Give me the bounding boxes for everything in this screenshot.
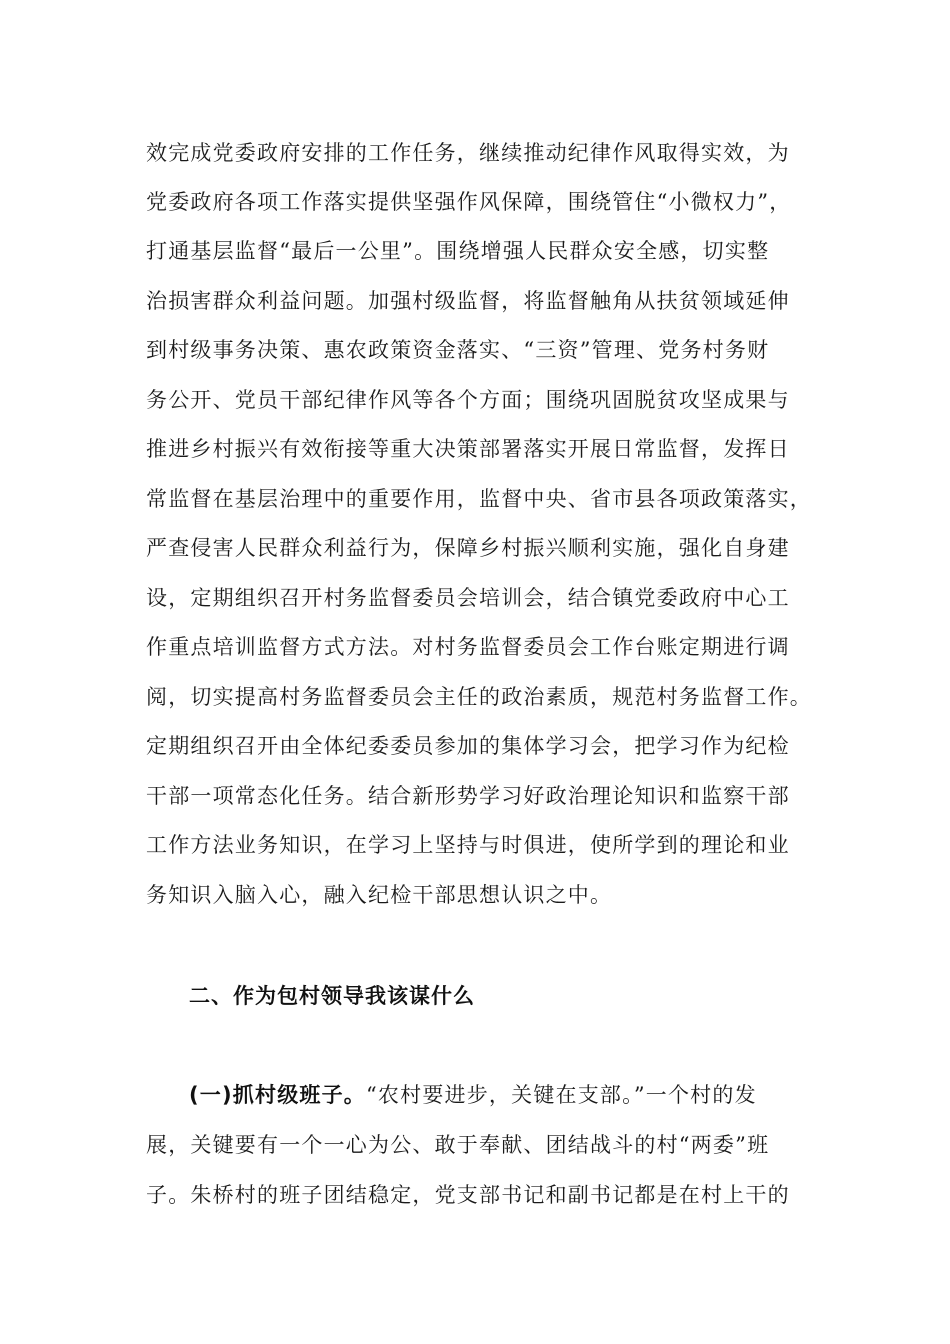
paragraph-lead-title: (一)抓村级班子。 <box>189 1083 366 1107</box>
text-line: 常监督在基层治理中的重要作用，监督中央、省市县各项政策落实， <box>146 487 812 511</box>
text-line: 设，定期组织召开村务监督委员会培训会，结合镇党委政府中心工 <box>146 586 790 610</box>
text-line: 展，关键要有一个一心为公、敢于奉献、团结战斗的村“两委”班 <box>146 1133 770 1157</box>
paragraph-lead-rest: “农村要进步，关键在支部。”一个村的发 <box>366 1083 757 1107</box>
text-line: 务公开、党员干部纪律作风等各个方面；围绕巩固脱贫攻坚成果与 <box>146 388 790 412</box>
text-line: 务知识入脑入心，融入纪检干部思想认识之中。 <box>146 883 613 907</box>
text-line: 严查侵害人民群众利益行为，保障乡村振兴顺利实施，强化自身建 <box>146 536 790 560</box>
text-line: 工作方法业务知识，在学习上坚持与时俱进，使所学到的理论和业 <box>146 833 790 857</box>
text-line: 阅，切实提高村务监督委员会主任的政治素质，规范村务监督工作。 <box>146 685 812 709</box>
text-line <box>189 1082 757 1108</box>
text-line: 打通基层监督“最后一公里”。围绕增强人民群众安全感，切实整 <box>146 239 770 263</box>
text-line: 干部一项常态化任务。结合新形势学习好政治理论知识和监察干部 <box>146 784 790 808</box>
section-heading: 二、作为包村领导我该谋什么 <box>189 984 475 1008</box>
text-line: 治损害群众利益问题。加强村级监督，将监督触角从扶贫领域延伸 <box>146 289 790 313</box>
text-line: 定期组织召开由全体纪委委员参加的集体学习会，把学习作为纪检 <box>146 734 790 758</box>
text-line: 作重点培训监督方式方法。对村务监督委员会工作台账定期进行调 <box>146 635 790 659</box>
text-line: 党委政府各项工作落实提供坚强作风保障，围绕管住“小微权力”， <box>146 190 792 214</box>
text-line: 子。朱桥村的班子团结稳定，党支部书记和副书记都是在村上干的 <box>146 1183 790 1207</box>
text-line: 效完成党委政府安排的工作任务，继续推动纪律作风取得实效，为 <box>146 141 790 165</box>
text-line: 推进乡村振兴有效衔接等重大决策部署落实开展日常监督，发挥日 <box>146 437 790 461</box>
text-line: 到村级事务决策、惠农政策资金落实、“三资”管理、党务村务财 <box>146 338 770 362</box>
